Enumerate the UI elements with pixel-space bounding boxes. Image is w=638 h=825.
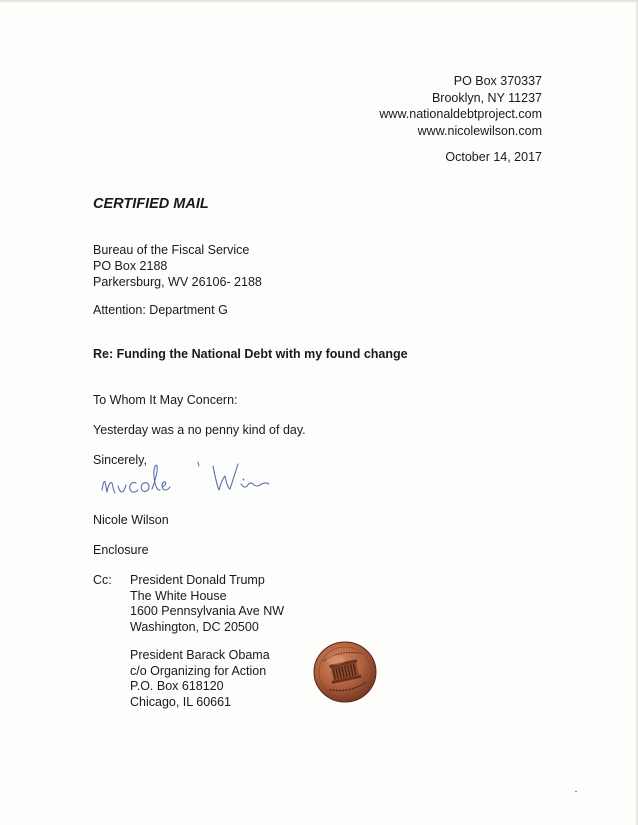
cc-recipient-trump	[130, 573, 284, 635]
sender-address-line: Brooklyn, NY 11237	[431, 90, 542, 105]
signer-name: Nicole Wilson	[93, 513, 169, 527]
enclosure-note: Enclosure	[93, 543, 149, 557]
mail-type-heading: CERTIFIED MAIL	[93, 196, 209, 212]
cc-address-line: c/o Organizing for Action	[130, 663, 267, 678]
sender-address	[379, 73, 542, 139]
penny-coin-icon	[312, 640, 378, 704]
sender-website-link: www.nicolewilson.com	[417, 123, 542, 138]
scan-speck	[575, 791, 577, 792]
sender-website-link: www.nationaldebtproject.com	[379, 107, 542, 121]
letter-date: October 14, 2017	[445, 150, 542, 164]
attention-line: Attention: Department G	[93, 303, 228, 317]
cc-address-line: 1600 Pennsylvania Ave NW	[130, 604, 285, 618]
cc-address-line: Chicago, IL 60661	[130, 694, 232, 709]
recipient-address-line: Parkersburg, WV 26106- 2188	[93, 275, 262, 289]
cc-label: Cc:	[93, 573, 112, 587]
body-paragraph: Yesterday was a no penny kind of day.	[93, 423, 306, 437]
cc-recipient-obama	[130, 648, 270, 710]
recipient-address-line: Bureau of the Fiscal Service	[93, 243, 250, 257]
salutation: To Whom It May Concern:	[93, 393, 238, 407]
closing: Sincerely,	[93, 453, 147, 467]
cc-address-line: Washington, DC 20500	[130, 619, 259, 634]
recipient-address	[93, 242, 262, 290]
handwritten-signature	[98, 452, 273, 504]
scan-edge-top	[0, 0, 638, 3]
cc-address-line: The White House	[130, 588, 227, 603]
subject-line: Re: Funding the National Debt with my found change	[93, 347, 408, 361]
cc-address-line: President Barack Obama	[130, 648, 270, 662]
cc-address-line: President Donald Trump	[130, 573, 265, 587]
recipient-address-line: PO Box 2188	[93, 259, 168, 273]
cc-address-line: P.O. Box 618120	[130, 679, 224, 693]
sender-address-line: PO Box 370337	[453, 74, 542, 88]
